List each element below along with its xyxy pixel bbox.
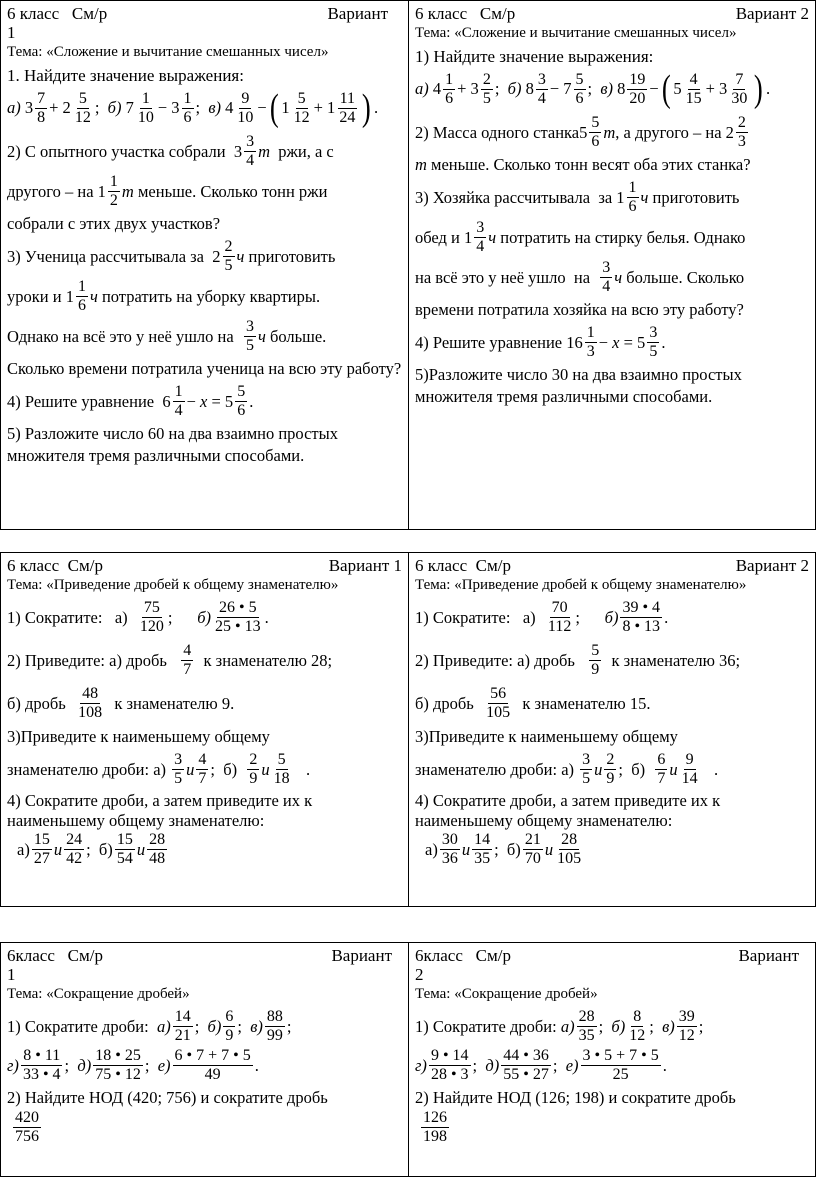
task-2-line-2: б) дробь $\frac{56}{105}$ к знаменателю 15. [415,685,651,721]
worksheet-card-5 [0,942,409,1177]
math-expression: а) $\frac{75}{120}$ ; б) $\frac{26 • 5}{25 • 13}$ . [114,599,269,635]
grade-label: 6класс См/р [7,946,103,965]
task-1: 1) Сократите: а) $\frac{75}{120}$ ; б) $\frac{26 • 5}{25 • 13}$ . [7,599,269,635]
topic: Тема: «Сложение и вычитание смешанных чисел» [7,44,329,60]
task-4-expressions [425,831,809,868]
card-header [7,946,402,965]
math-expression: 2 $\frac{2}{3}$ [725,114,746,150]
task-1-expressions [415,70,809,108]
task-4-expressions [17,831,402,868]
math-expression: 1 $\frac{1}{6}$ ч [616,179,649,215]
task-1-line-1: 1) Сократите дроби: а) $\frac{14}{21}$ ; б) $\frac{6}{9}$ ; в) $\frac{88}{99}$ ; [7,1008,292,1044]
topic: Тема: «Сокращение дробей» [7,986,190,1002]
task-1-line-2 [7,1047,402,1084]
task-2-line-1: 2) Приведите: а) дробь $\frac{4}{7}$ к знаменателю 28; [7,642,333,678]
math-expression: $\frac{3}{5}$ и $\frac{4}{7}$ ; б) $\frac{2}{9}$ и $\frac{5}{18}$ . [174,751,311,787]
math-expression: 1 $\frac{1}{2}$ т [97,173,134,209]
variant-number: 1 [7,965,16,984]
topic: Тема: «Приведение дробей к общему знаменателю» [415,577,747,593]
task-3-line-1: 3) Хозяйка рассчитывала за 1 $\frac{1}{6}$ ч приготовить [415,179,740,215]
card-header [415,946,809,965]
worksheet-card-3 [0,552,409,907]
math-expression: $\frac{5}{9}$ [591,642,600,678]
variant-label: Вариант [327,4,388,23]
task-3-line-4: времени потратила хозяйка на всю эту работу? [415,300,744,319]
task-3-line-3: на всё это у неё ушло на $\frac{3}{4}$ ч больше. Сколько [415,259,745,295]
task-2-line-3: собрали с этих двух участков? [7,214,221,233]
task-3-line-1: 3)Приведите к наименьшему общему [7,727,270,746]
math-expression: а) $\frac{30}{36}$ и $\frac{14}{35}$ ; б) $\frac{21}{70}$ и $\frac{28}{105}$ [425,831,582,867]
variant-label: Вариант [738,946,799,965]
topic: Тема: «Приведение дробей к общему знаменателю» [7,577,339,593]
math-expression: 2 $\frac{2}{5}$ ч [212,238,245,274]
task-2-line-1: 2) Приведите: а) дробь $\frac{5}{9}$ к знаменателю 36; [415,642,741,678]
math-expression: г) $\frac{9 • 14}{28 • 3}$ ; д) $\frac{44 • 36}{55 • 27}$ ; е) $\frac{3 • 5 + 7 • 5}{25}$ . [415,1047,667,1083]
grade-label: 6класс См/р [415,946,511,965]
math-expression: $\frac{420}{756}$ [15,1109,39,1145]
variant-label: Вариант 1 [328,556,402,575]
math-expression: г) $\frac{8 • 11}{33 • 4}$ ; д) $\frac{18 • 25}{75 • 12}$ ; е) $\frac{6 • 7 + 7 • 5}{49}$ . [7,1047,259,1083]
task-1-line-1: 1) Сократите дроби: а) $\frac{28}{35}$ ; б) $\frac{8}{12}$ ; в) $\frac{39}{12}$ ; [415,1008,704,1044]
variant-label: Вариант [331,946,392,965]
topic: Тема: «Сокращение дробей» [415,986,598,1002]
task-3-line-4: Сколько времени потратила ученица на всю эту работу? [7,359,402,378]
task-3-line-2: обед и 1 $\frac{3}{4}$ ч потратить на стирку белья. Однако [415,219,746,255]
task-2-line-2: т меньше. Сколько тонн весят оба этих станка? [415,155,751,174]
task-5: 5)Разложите число 30 на два взаимно простых множителя тремя различными способами. [415,365,742,406]
math-expression: а) $\frac{70}{112}$ ; б) $\frac{39 • 4}{8 • 13}$ . [522,599,669,635]
task-3-line-1: 3)Приведите к наименьшему общему [415,727,678,746]
task-2-line-2: другого – на 1 $\frac{1}{2}$ т меньше. Сколько тонн ржи [7,173,328,209]
task-3-line-2: знаменателю дроби: а) $\frac{3}{5}$ и $\frac{2}{9}$ ; б) $\frac{6}{7}$ и $\frac{9}{14}$ . [415,751,719,787]
math-expression: $\frac{3}{5}$ ч [245,318,266,354]
math-expression: 1 $\frac{1}{6}$ ч [65,278,98,314]
math-expression: а) $\frac{28}{35}$ ; б) $\frac{8}{12}$ ; в) $\frac{39}{12}$ ; [560,1008,704,1044]
grade-label: 6 класс См/р [7,556,103,575]
math-expression: $\frac{4}{7}$ [183,642,192,678]
task-4: 4) Решите уравнение 16 $\frac{1}{3}$ − x = 5 $\frac{3}{5}$ . [415,324,666,360]
math-expression: 16 $\frac{1}{3}$ − x = 5 $\frac{3}{5}$ . [566,324,666,360]
math-expression: 6 $\frac{1}{4}$ − x = 5 $\frac{5}{6}$ . [162,383,254,419]
variant-number: 1 [7,23,16,42]
variant-label: Вариант 2 [735,556,809,575]
math-expression: $\frac{126}{198}$ [423,1109,447,1145]
math-expression: $\frac{48}{108}$ [78,685,103,721]
task-2-line-1: 2) С опытного участка собрали 3 $\frac{3}{4}$ т ржи, а с [7,133,334,169]
variant-label: Вариант 2 [735,4,809,23]
worksheet-card-1 [0,0,409,530]
task-2-line-1: 2) Масса одного станка 5 $\frac{5}{6}$ т , а другого – на 2 $\frac{2}{3}$ [415,114,809,151]
task-3-line-3: Однако на всё это у неё ушло на $\frac{3}{5}$ ч больше. [7,318,327,354]
task-1-line-2 [415,1047,809,1084]
math-expression: а) 3 $\frac{7}{8}$ + 2 $\frac{5}{12}$ ; б) 7 $\frac{1}{10}$ − 3 $\frac{1}{6}$ ; в) 4 $\frac{9}{10}$ − ( 1 $\frac{5}{12}$ + 1 $\frac{11}{24}$ ) . [7,87,379,129]
task-1: 1) Сократите: а) $\frac{70}{112}$ ; б) $\frac{39 • 4}{8 • 13}$ . [415,599,669,635]
card-header [7,556,402,575]
math-expression: а) $\frac{15}{27}$ и $\frac{24}{42}$ ; б) $\frac{15}{54}$ и $\frac{28}{48}$ [17,831,166,867]
variant-number: 2 [415,965,424,984]
task-2: 2) Найдите НОД (420; 756) и сократите дробь [7,1088,328,1107]
worksheet-card-6 [408,942,816,1177]
math-expression: а) $\frac{14}{21}$ ; б) $\frac{6}{9}$ ; в) $\frac{88}{99}$ ; [156,1008,292,1044]
task-3-line-1: 3) Ученица рассчитывала за 2 $\frac{2}{5}$ ч приготовить [7,238,336,274]
task-2-fraction [419,1109,809,1146]
grade-label: 6 класс См/р [7,4,108,23]
math-expression: а) 4 $\frac{1}{6}$ + 3 $\frac{2}{5}$ ; б) 8 $\frac{3}{4}$ − 7 $\frac{5}{6}$ ; в) 8 $\frac{19}{20}$ − ( 5 $\frac{4}{15}$ + 3 $\frac{7}{30}$ ) . [415,68,771,110]
worksheet-card-2 [408,0,816,530]
math-expression: 3 $\frac{3}{4}$ т [233,133,270,169]
card-header [7,4,402,23]
grade-label: 6 класс См/р [415,556,511,575]
task-2-fraction [11,1109,402,1146]
card-header [415,556,809,575]
task-1: 1. Найдите значение выражения: [7,66,244,85]
worksheet-card-4 [408,552,816,907]
topic: Тема: «Сложение и вычитание смешанных чисел» [415,25,737,41]
math-expression: $\frac{3}{5}$ и $\frac{2}{9}$ ; б) $\frac{6}{7}$ и $\frac{9}{14}$ . [582,751,719,787]
task-5: 5) Разложите число 60 на два взаимно простых множителя тремя различными способами. [7,424,338,465]
task-2-line-2: б) дробь $\frac{48}{108}$ к знаменателю 9. [7,685,235,721]
task-3-line-2: знаменателю дроби: а) $\frac{3}{5}$ и $\frac{4}{7}$ ; б) $\frac{2}{9}$ и $\frac{5}{18}$ . [7,751,311,787]
task-1-expressions [7,89,402,127]
math-expression: $\frac{56}{105}$ [486,685,511,721]
task-4: 4) Сократите дроби, а затем приведите их к наименьшему общему знаменателю: [7,791,313,830]
card-header [415,4,809,23]
math-expression: 1 $\frac{3}{4}$ ч [464,219,497,255]
task-3-line-2: уроки и 1 $\frac{1}{6}$ ч потратить на уборку квартиры. [7,278,321,314]
grade-label: 6 класс См/р [415,4,516,23]
math-expression: $\frac{3}{4}$ ч [602,259,623,295]
task-4: 4) Решите уравнение 6 $\frac{1}{4}$ − x = 5 $\frac{5}{6}$ . [7,383,254,419]
task-4: 4) Сократите дроби, а затем приведите их к наименьшему общему знаменателю: [415,791,721,830]
math-expression: 5 $\frac{5}{6}$ т [579,114,616,150]
task-1: 1) Найдите значение выражения: [415,47,654,66]
task-2: 2) Найдите НОД (126; 198) и сократите дробь [415,1088,736,1107]
